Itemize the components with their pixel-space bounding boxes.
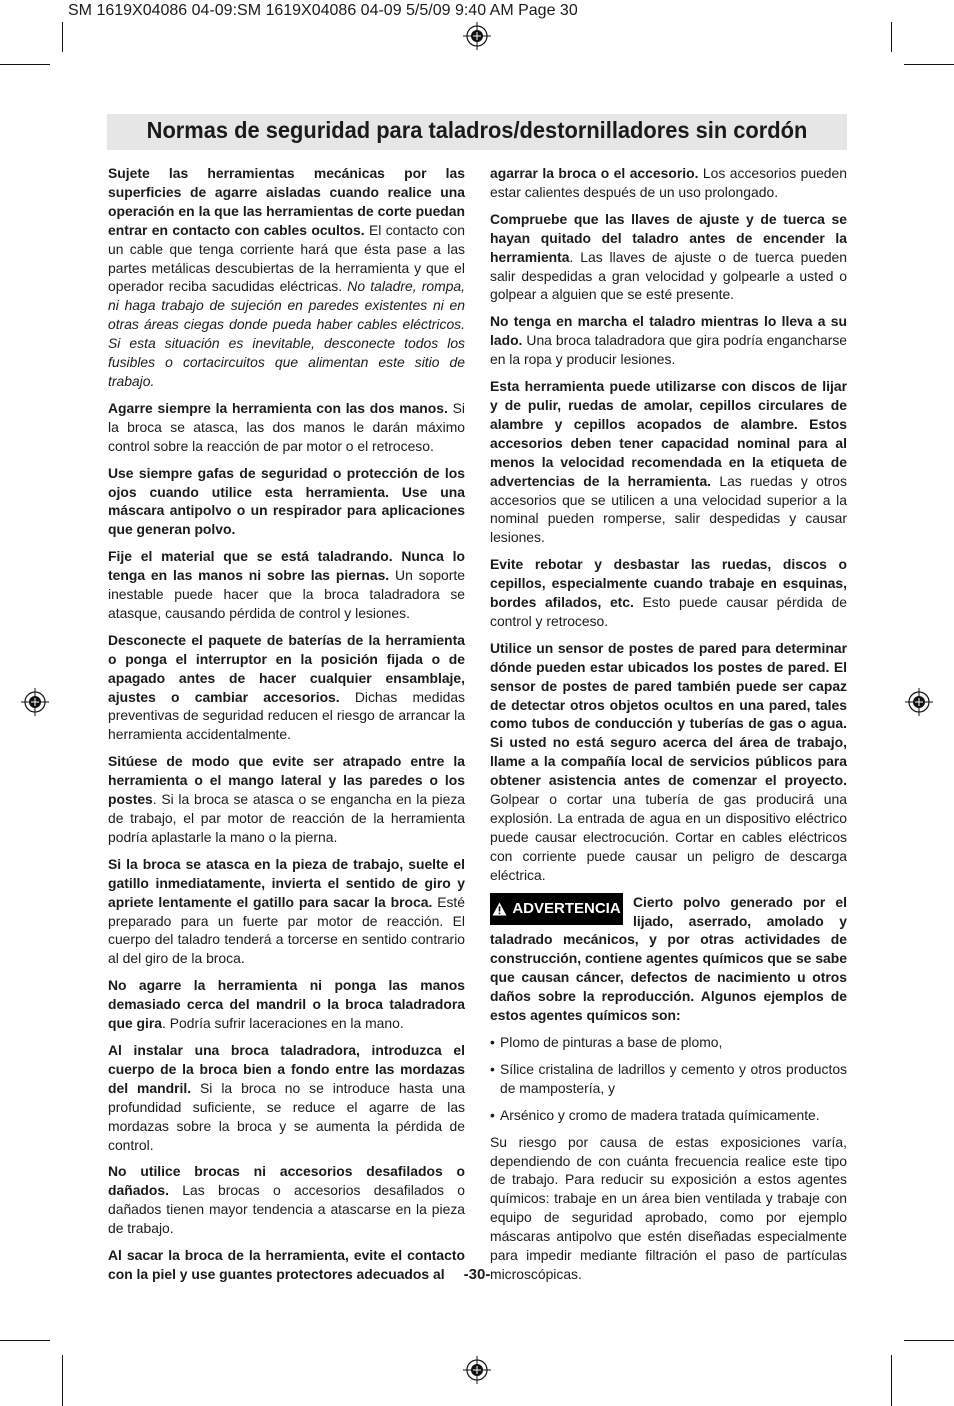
list-item — [490, 1106, 847, 1125]
paragraph-text: Si la broca no se introduce hasta una profundidad suficiente, se reduce el agarre de las mordazas sobre la broca y se aumenta la pérdida de control. — [108, 1079, 465, 1153]
crop-mark-bottom-right-v — [891, 1355, 892, 1406]
bullet-glyph: • — [490, 1106, 495, 1123]
warning-badge-label: ADVERTENCIA — [512, 900, 621, 918]
list-item — [490, 1060, 847, 1098]
paragraph-text: Esto puede causar pérdida de control y retroceso. — [490, 594, 847, 629]
paragraph-bold: Agarre siempre la herramienta con las dos manos. — [108, 399, 448, 416]
paragraph-text: Golpear o cortar una tubería de gas producirá una explosión. La entrada de agua en un dispositivo eléctrico puede causar electrocución. Cortar en cables eléctricos con corriente puede causar un peligro de descarga eléctrica. — [490, 791, 847, 883]
print-slug: SM 1619X04086 04-09:SM 1619X04086 04-09 5/5/09 9:40 AM Page 30 — [68, 2, 578, 19]
paragraph — [108, 547, 465, 623]
paragraph-italic: No taladre, rompa, ni haga trabajo de sujeción en paredes existentes ni en otras áreas ciegas donde pueda haber cables eléctricos. Si esta situación es inevitable, desconecte todos los fusibles o cortacircuitos que alimentan este sitio de trabajo. — [108, 278, 466, 389]
paragraph-bold: Esta herramienta puede utilizarse con discos de lijar y de pulir, ruedas de amolar, cepillos circulares de alambre y cepillos acopados de alambre. Estos accesorios deben tener capacidad nominal para al menos la velocidad recomendada en la etiqueta de advertencias de la herramienta. — [490, 378, 847, 489]
paragraph-text: . Las llaves de ajuste o de tuerca pueden salir despedidas a gran velocidad y golpearle a usted o golpear a alguien que se esté presente. — [490, 248, 847, 303]
paragraph — [108, 1162, 465, 1238]
crop-mark-bottom-right-h — [904, 1340, 954, 1341]
paragraph-bold: Desconecte el paquete de baterías de la herramienta o ponga el interruptor en la posición fijada o de apagado antes de hacer cualquier ensamblaje, ajustes o cambiar accesorios. — [108, 631, 465, 705]
paragraph — [108, 752, 465, 847]
paragraph-bold: Al instalar una broca taladradora, introduzca el cuerpo de la broca bien a fondo entre las mordazas del mandril. — [108, 1041, 465, 1096]
list-item — [490, 1033, 847, 1052]
paragraph-text: . Podría sufrir laceraciones en la mano. — [162, 1015, 404, 1032]
paragraph-bold: No agarre la herramienta ni ponga las manos demasiado cerca del mandril o la broca taladradora que gira — [108, 977, 465, 1032]
crop-mark-top-right-v — [891, 22, 892, 52]
left-column — [108, 164, 465, 1292]
title-bar — [107, 114, 847, 150]
paragraph-bold: Sitúese de modo que evite ser atrapado entre la herramienta o el mango lateral y las paredes o los postes — [108, 753, 465, 808]
paragraph — [108, 164, 465, 391]
warning-block — [490, 893, 847, 1025]
paragraph — [490, 312, 847, 369]
page-title: Normas de seguridad para taladros/destornilladores sin cordón — [146, 117, 808, 143]
registration-mark-icon — [21, 688, 49, 716]
paragraph — [108, 855, 465, 968]
paragraph-bold: Fije el material que se está taladrando. Nunca lo tenga en las manos ni sobre las piernas. — [108, 548, 465, 584]
paragraph — [108, 631, 465, 744]
list-item-text: Plomo de pinturas a base de plomo, — [500, 1033, 723, 1050]
crop-mark-bottom-left-h — [0, 1340, 50, 1341]
paragraph-text: Las brocas o accesorios desafilados o dañados tienen mayor tendencia a atascarse en la pieza de trabajo. — [108, 1182, 465, 1237]
registration-mark-icon — [905, 688, 933, 716]
paragraph — [490, 639, 847, 885]
paragraph-bold: Al sacar la broca de la herramienta, evite el contacto con la piel y use guantes protectores adecuados al — [108, 1247, 465, 1282]
paragraph-bold: Use siempre gafas de seguridad o protección de los ojos cuando utilice esta herramienta. Use una máscara antipolvo o un respirador para aplicaciones que generan polvo. — [108, 464, 465, 538]
paragraph-text: . Si la broca se atasca o se engancha en la pieza de trabajo, el par motor de reacción de la herramienta podría aplastarle la mano o la pierna. — [108, 791, 465, 845]
paragraph-bold: No tenga en marcha el taladro mientras lo lleva a su lado. — [490, 313, 847, 349]
paragraph — [490, 1133, 847, 1284]
paragraph-text: Dichas medidas preventivas de seguridad reducen el riesgo de arrancar la herramienta accidentalmente. — [108, 688, 465, 743]
crop-mark-top-left-v — [62, 22, 63, 52]
paragraph-text: Si la broca se atasca, las dos manos le darán máximo control sobre la reacción de par motor o el retroceso. — [108, 399, 465, 454]
paragraph-bold: Evite rebotar y desbastar las ruedas, discos o cepillos, especialmente cuando trabaje en esquinas, bordes afilados, etc. — [490, 556, 847, 611]
paragraph-bold: Sujete las herramientas mecánicas por las superficies de agarre aisladas cuando realice una operación en la que las herramientas de corte puedan entrar en contacto con cables ocultos. — [108, 165, 465, 238]
paragraph-text: Los accesorios pueden estar calientes después de un uso prolongado. — [490, 165, 847, 200]
paragraph — [490, 893, 847, 1025]
paragraph-text: Las ruedas y otros accesorios que se utilicen a una velocidad superior a la nominal pueden romperse, salir despedidas y causar lesiones. — [490, 472, 847, 546]
crop-mark-bottom-left-v — [62, 1355, 63, 1406]
paragraph — [490, 555, 847, 631]
paragraph-text: El contacto con un cable que tenga corriente hará que ésta pase a las partes metálicas descubiertas de la herramienta y que el operador reciba sacudidas eléctricas. — [108, 221, 466, 295]
crop-mark-top-right-h — [904, 64, 954, 65]
registration-mark-icon — [463, 22, 491, 50]
paragraph — [490, 210, 847, 305]
paragraph — [108, 976, 465, 1033]
crop-mark-top-left-h — [0, 64, 50, 65]
page-number: -30- — [463, 1266, 491, 1283]
paragraph-bold: Cierto polvo generado por el lijado, aserrado, amolado y taladrado mecánicos, y por otras actividades de construcción, contiene agentes químicos que se sabe que causan cáncer, defectos de nacimiento u otros daños sobre la reproducción. Algunos ejemplos de estos agentes químicos son: — [490, 893, 847, 1024]
paragraph-bold: No utilice brocas ni accesorios desafilados o dañados. — [108, 1163, 465, 1199]
list-item-text: Sílice cristalina de ladrillos y cemento y otros productos de mampostería, y — [500, 1060, 847, 1096]
paragraph-text: Esté preparado para un fuerte par motor de reacción. El cuerpo del taladro tenderá a torcerse en sentido contrario al del giro de la broca. — [108, 893, 465, 967]
paragraph — [490, 164, 847, 202]
bullet-glyph: • — [490, 1060, 495, 1077]
right-column — [490, 164, 847, 1292]
paragraph — [490, 377, 847, 547]
paragraph — [108, 399, 465, 456]
list-item-text: Arsénico y cromo de madera tratada químicamente. — [500, 1106, 820, 1123]
paragraph-bold: Compruebe que las llaves de ajuste y de tuerca se hayan quitado del taladro antes de encender la herramienta — [490, 210, 847, 265]
paragraph-bold: agarrar la broca o el accesorio. — [490, 165, 699, 181]
paragraph — [108, 464, 465, 540]
paragraph-text: Una broca taladradora que gira podría engancharse en la ropa y producir lesiones. — [490, 332, 847, 368]
paragraph — [108, 1041, 465, 1154]
paragraph-bold: Si la broca se atasca en la pieza de trabajo, suelte el gatillo inmediatamente, invierta el sentido de giro y apriete lentamente el gatillo para sacar la broca. — [108, 855, 465, 910]
paragraph-text: Un soporte inestable puede hacer que la broca taladradora se atasque, causando pérdida de control y lesiones. — [108, 567, 465, 621]
paragraph-text: Su riesgo por causa de estas exposiciones varía, dependiendo de con cuánta frecuencia realice este tipo de trabajo. Para reducir su exposición a estos agentes químicos: trabaje en un área bien ventilada y trabaje con equipo de seguridad aprobado, como por ejemplo máscaras antipolvo que estén diseñadas especialmente para impedir mediante filtración el paso de partículas microscópicas. — [490, 1133, 847, 1282]
registration-mark-icon — [463, 1356, 491, 1384]
paragraph-bold: Utilice un sensor de postes de pared para determinar dónde pueden estar ubicados los postes de pared. El sensor de postes de pared también puede ser capaz de detectar otros objetos ocultos en una pared, tales como tubos de conducción y tuberías de gas o agua. Si usted no está seguro acerca del área de trabajo, llame a la compañía local de servicios públicos para obtener asistencia antes de comenzar el proyecto. — [490, 639, 847, 789]
bullet-glyph: • — [490, 1033, 495, 1050]
